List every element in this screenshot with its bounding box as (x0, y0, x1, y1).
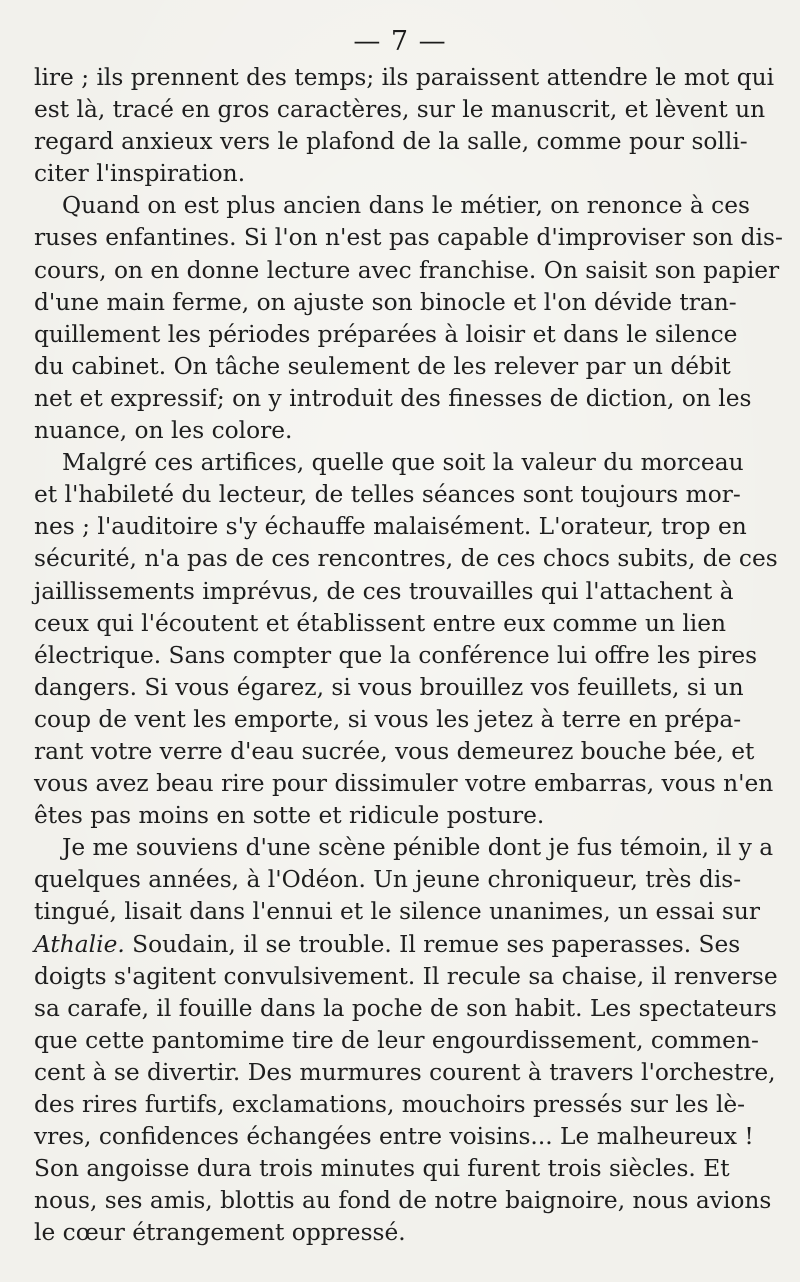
page-number: — 7 — (353, 26, 447, 57)
text-line: vous avez beau rire pour dissimuler votre embarras, vous n'en (34, 770, 774, 798)
text-line: regard anxieux vers le plafond de la salle, comme pour solli- (34, 128, 748, 156)
text-line: Malgré ces artifices, quelle que soit la valeur du morceau (62, 449, 744, 477)
text-line: Je me souviens d'une scène pénible dont je fus témoin, il y a (62, 834, 774, 862)
text-line: d'une main ferme, on ajuste son binocle et l'on dévide tran- (34, 288, 737, 316)
text-line: dangers. Si vous égarez, si vous brouillez vos feuillets, si un (34, 673, 744, 701)
paragraph (34, 62, 775, 190)
paragraph (34, 447, 778, 832)
text-line: sécurité, n'a pas de ces rencontres, de ces chocs subits, de ces (34, 545, 778, 573)
text-line: vres, confidences échangées entre voisins... Le malheureux ! (34, 1123, 754, 1151)
italic-title: Athalie. (34, 930, 125, 958)
text-line: ruses enfantines. Si l'on n'est pas capable d'improviser son dis- (34, 224, 783, 252)
text-line: quelques années, à l'Odéon. Un jeune chroniqueur, très dis- (34, 866, 742, 894)
text-line: nous, ses amis, blottis au fond de notre baignoire, nous avions (34, 1187, 772, 1215)
text-line: nes ; l'auditoire s'y échauffe malaisément. L'orateur, trop en (34, 513, 747, 541)
text-line: et l'habileté du lecteur, de telles séances sont toujours mor- (34, 481, 741, 509)
text-line: le cœur étrangement oppressé. (34, 1219, 406, 1247)
paragraph (34, 190, 783, 447)
text-line: jaillissements imprévus, de ces trouvailles qui l'attachent à (34, 577, 734, 605)
text-line: que cette pantomime tire de leur engourdissement, commen- (34, 1026, 759, 1054)
text-line: quillement les périodes préparées à loisir et dans le silence (34, 320, 738, 348)
text-line: Quand on est plus ancien dans le métier, on renonce à ces (62, 192, 750, 220)
text-line: coup de vent les emporte, si vous les jetez à terre en prépa- (34, 705, 742, 733)
text-line: Son angoisse dura trois minutes qui furent trois siècles. Et (34, 1155, 730, 1183)
text-line: cent à se divertir. Des murmures courent à travers l'orchestre, (34, 1058, 776, 1086)
text-line: ceux qui l'écoutent et établissent entre eux comme un lien (34, 609, 727, 637)
text-line: êtes pas moins en sotte et ridicule posture. (34, 802, 545, 830)
text-line: des rires furtifs, exclamations, mouchoirs pressés sur les lè- (34, 1091, 746, 1118)
text-line: nuance, on les colore. (34, 417, 293, 445)
text-line: rant votre verre d'eau sucrée, vous demeurez bouche bée, et (34, 737, 755, 765)
text-line: électrique. Sans compter que la conférence lui offre les pires (34, 641, 758, 669)
text-line: tingué, lisait dans l'ennui et le silence unanimes, un essai sur (34, 898, 761, 926)
text-line: lire ; ils prennent des temps; ils paraissent attendre le mot qui (34, 64, 775, 91)
text-line: est là, tracé en gros caractères, sur le manuscrit, et lèvent un (34, 96, 766, 124)
text-line: citer l'inspiration. (34, 160, 246, 188)
text-line: net et expressif; on y introduit des finesses de diction, on les (34, 384, 752, 412)
text-line-with-italic-title: Athalie. Soudain, il se trouble. Il remue ses paperasses. Ses (34, 930, 741, 958)
body-text (34, 62, 783, 1249)
text-line: du cabinet. On tâche seulement de les relever par un débit (34, 352, 731, 380)
paragraph (34, 832, 778, 1249)
text-line: doigts s'agitent convulsivement. Il recule sa chaise, il renverse (34, 962, 778, 990)
text-line: sa carafe, il fouille dans la poche de son habit. Les spectateurs (34, 994, 777, 1022)
text-line: cours, on en donne lecture avec franchise. On saisit son papier (34, 256, 780, 284)
